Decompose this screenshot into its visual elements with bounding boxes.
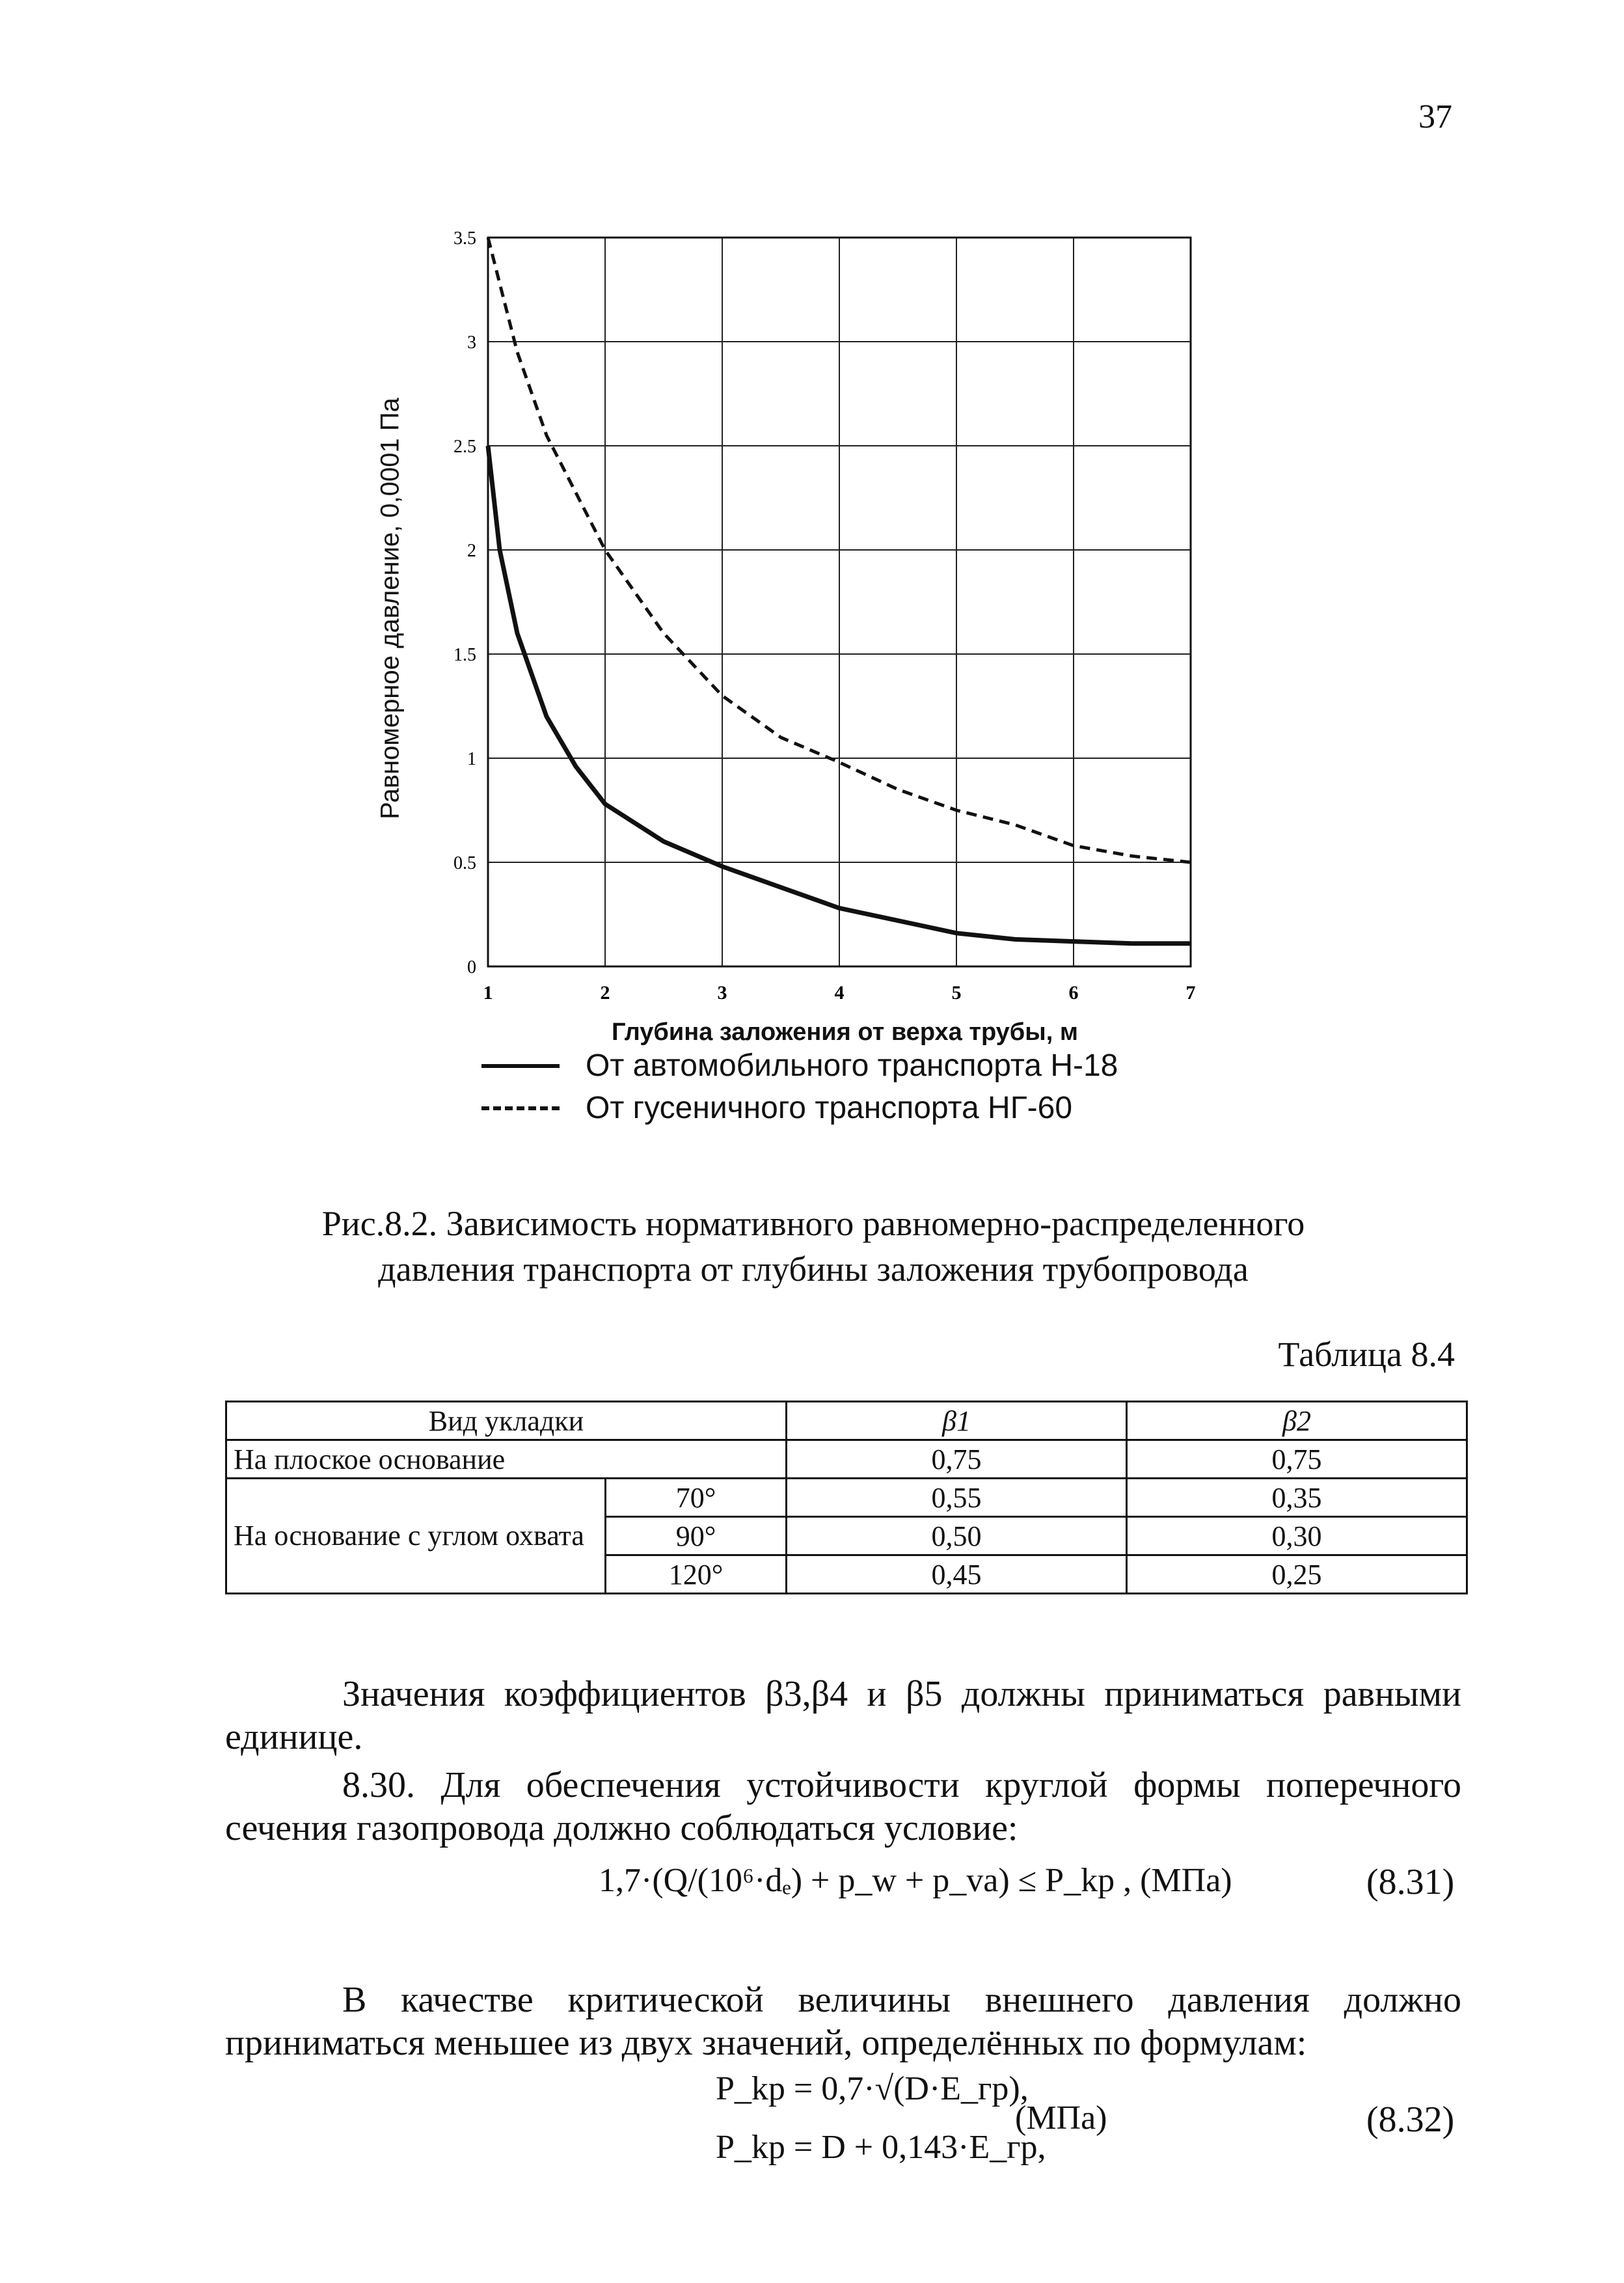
formula-8-32-a: P_kp = 0,7·√(D·E_гр),	[716, 2070, 1029, 2107]
y-tick-label: 3.5	[453, 228, 476, 249]
formula-8-32-number: (8.32)	[1366, 2099, 1455, 2140]
table-row	[226, 1440, 1467, 1479]
y-tick-label: 3	[467, 333, 476, 353]
figure-caption-line1: Рис.8.2. Зависимость нормативного равномерно-распределенного	[321, 1204, 1305, 1243]
angle-120: 120°	[606, 1555, 787, 1594]
x-tick-label: 6	[1068, 982, 1079, 1004]
paragraph-critical-pressure: В качестве критической величины внешнего давления должно приниматься меньшее из двух значений, определённых по формулам:	[225, 1980, 1461, 2063]
chart-grid	[488, 238, 1191, 966]
page-number: 37	[1418, 98, 1452, 135]
table-row	[226, 1479, 1467, 1517]
angle-90-b2: 0,30	[1127, 1517, 1467, 1555]
y-tick-label: 2	[467, 541, 476, 561]
angle-70-b1: 0,55	[787, 1479, 1127, 1517]
legend-label-ng60: От гусеничного транспорта НГ-60	[586, 1091, 1073, 1125]
header-beta2: β2	[1127, 1402, 1467, 1440]
angle-90: 90°	[606, 1517, 787, 1555]
formula-8-31: 1,7·(Q/(10⁶·dₑ) + p_w + p_va) ≤ P_kp , (МПа)	[599, 1862, 1232, 1899]
angle-70: 70°	[606, 1479, 787, 1517]
y-tick-label: 1.5	[453, 645, 476, 665]
y-tick-label: 0	[467, 957, 476, 977]
x-axis-label: Глубина заложения от верха трубы, м	[612, 1018, 1078, 1046]
row-flat-b2: 0,75	[1127, 1440, 1467, 1479]
merged-angle-label: На основание с углом охвата	[226, 1479, 606, 1594]
angle-70-b2: 0,35	[1127, 1479, 1467, 1517]
formula-8-32-b: P_kp = D + 0,143·E_гр,	[716, 2129, 1046, 2166]
pressure-depth-chart	[364, 215, 1288, 1139]
figure-caption-line2: давления транспорта от глубины заложения трубопровода	[378, 1250, 1249, 1289]
header-beta1: β1	[787, 1402, 1127, 1440]
row-flat-label: На плоское основание	[226, 1440, 787, 1479]
y-tick-label: 1	[467, 749, 476, 769]
paragraph-stability: 8.30. Для обеспечения устойчивости круглой формы поперечного сечения газопровода должно соблюдаться условие:	[225, 1765, 1461, 1848]
x-tick-label: 5	[951, 982, 962, 1004]
legend-solid-line	[481, 1064, 560, 1068]
y-axis-label: Равномерное давление, 0,0001 Па	[375, 398, 405, 819]
row-flat-b1: 0,75	[787, 1440, 1127, 1479]
chart-tick-labels	[453, 228, 1196, 1004]
y-tick-label: 2.5	[453, 437, 476, 457]
header-laying-type: Вид укладки	[226, 1402, 787, 1440]
x-tick-label: 7	[1185, 982, 1196, 1004]
formula-8-32-unit: (МПа)	[1015, 2099, 1107, 2137]
angle-90-b1: 0,50	[787, 1517, 1127, 1555]
y-tick-label: 0.5	[453, 853, 476, 873]
x-tick-label: 3	[717, 982, 727, 1004]
x-tick-label: 2	[600, 982, 610, 1004]
table-header-row	[226, 1402, 1467, 1440]
coefficients-table	[225, 1401, 1468, 1594]
angle-120-b1: 0,45	[787, 1555, 1127, 1594]
x-tick-label: 4	[834, 982, 845, 1004]
y-axis-label-wrap	[364, 364, 416, 853]
paragraph-coefficients: Значения коэффициентов β3,β4 и β5 должны приниматься равными единице.	[225, 1674, 1461, 1757]
angle-120-b2: 0,25	[1127, 1555, 1467, 1594]
table-label: Таблица 8.4	[1278, 1335, 1455, 1374]
legend-label-h18: От автомобильного транспорта Н-18	[586, 1048, 1118, 1083]
figure-caption	[195, 1201, 1431, 1292]
legend-dashed-line	[481, 1106, 560, 1110]
formula-8-31-number: (8.31)	[1366, 1862, 1455, 1902]
legend-item-h18	[481, 1048, 1118, 1084]
x-tick-label: 1	[483, 982, 493, 1004]
legend-item-ng60	[481, 1090, 1072, 1126]
